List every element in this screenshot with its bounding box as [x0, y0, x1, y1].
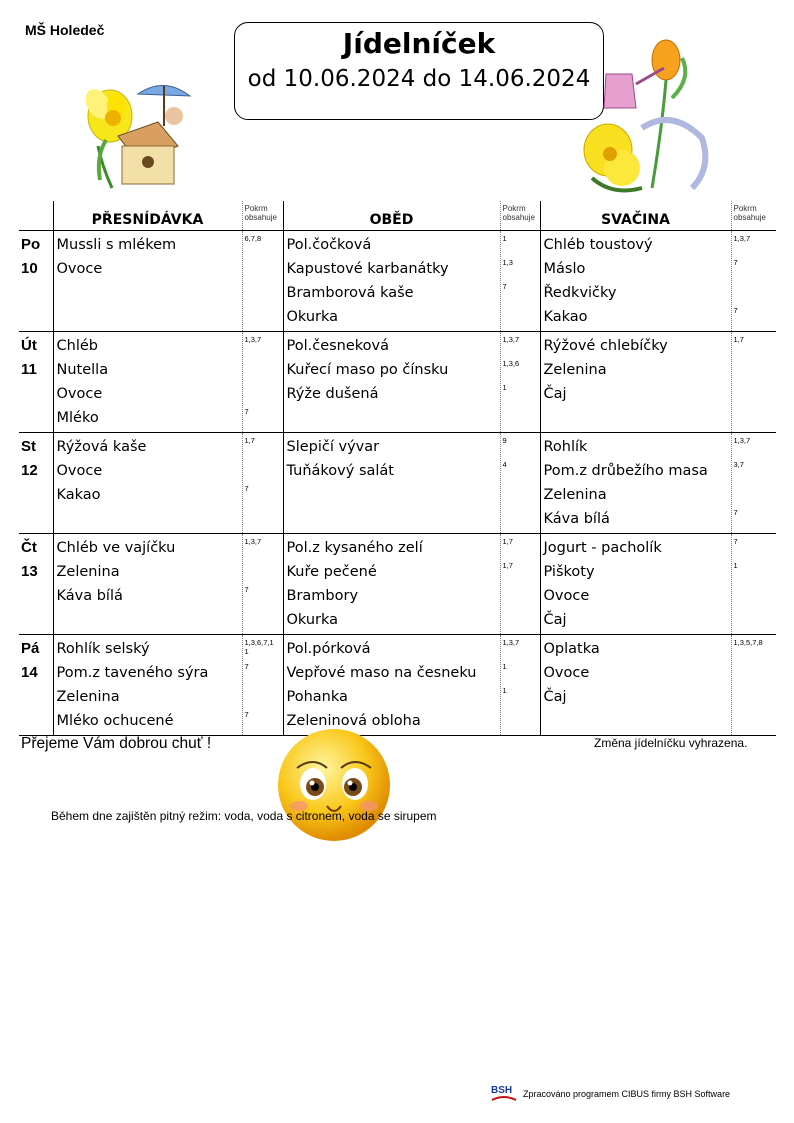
allergen-code: 7	[244, 407, 249, 416]
day-number: 10	[21, 260, 38, 277]
lunch-allergens	[500, 231, 540, 332]
lunch-item: Pohanka	[286, 689, 348, 705]
breakfast-allergens	[242, 332, 283, 433]
lunch-item	[284, 406, 500, 430]
snack-item: Rohlík	[543, 439, 588, 455]
lunch-item: Okurka	[286, 309, 339, 325]
snack-item: Čaj	[543, 612, 567, 628]
snack-item: Jogurt - pacholík	[543, 540, 662, 556]
day-row	[19, 231, 776, 332]
allergen-code	[243, 382, 283, 406]
day-label	[19, 433, 53, 534]
allergen-code	[243, 281, 283, 305]
allergen-code: 1,3,6,7,1 1	[244, 638, 274, 656]
day-abbr: Út	[21, 337, 37, 354]
snack-items	[540, 534, 731, 635]
day-label	[19, 332, 53, 433]
day-row	[19, 635, 776, 736]
allergen-code	[501, 483, 540, 507]
breakfast-item: Mléko	[56, 410, 99, 426]
breakfast-items	[53, 231, 242, 332]
allergen-code: 1,3,7	[502, 335, 520, 344]
allergen-header: Pokrm obsahuje	[731, 201, 776, 231]
lunch-item	[284, 483, 500, 507]
allergen-code	[732, 281, 777, 305]
snack-item: Piškoty	[543, 564, 595, 580]
allergen-code: 1,3,7	[244, 335, 262, 344]
lunch-item: Slepičí vývar	[286, 439, 380, 455]
snack-items	[540, 635, 731, 736]
snack-item: Čaj	[543, 689, 567, 705]
allergen-code	[243, 685, 283, 709]
day-row	[19, 534, 776, 635]
lunch-item: Pol.česneková	[286, 338, 390, 354]
smiley-face-icon	[275, 726, 393, 844]
allergen-code: 1	[502, 686, 507, 695]
day-abbr: Pá	[21, 640, 40, 657]
breakfast-item	[54, 507, 242, 531]
snack-item: Máslo	[543, 261, 586, 277]
breakfast-items	[53, 534, 242, 635]
allergen-code: 3,7	[733, 460, 744, 469]
snack-item: Ovoce	[543, 665, 590, 681]
snack-item: Zelenina	[543, 487, 607, 503]
day-label	[19, 534, 53, 635]
lunch-item: Rýže dušená	[286, 386, 379, 402]
day-label	[19, 635, 53, 736]
breakfast-allergens	[242, 534, 283, 635]
allergen-code: 1,7	[733, 335, 744, 344]
allergen-code: 1	[502, 662, 507, 671]
allergen-code: 7	[244, 710, 249, 719]
allergen-code: 7	[244, 662, 249, 671]
lunch-item: Brambory	[286, 588, 359, 604]
lunch-item: Bramborová kaše	[286, 285, 414, 301]
allergen-header: Pokrm obsahuje	[242, 201, 283, 231]
allergen-code: 1,3,7	[502, 638, 520, 647]
allergen-code	[732, 685, 777, 709]
breakfast-items	[53, 635, 242, 736]
bon-appetit-text: Přejeme Vám dobrou chuť !	[21, 735, 212, 752]
allergen-code	[732, 584, 777, 608]
breakfast-allergens	[242, 635, 283, 736]
allergen-code: 1,7	[502, 537, 513, 546]
snack-items	[540, 231, 731, 332]
tulip-watering-can-icon	[582, 38, 718, 196]
allergen-code	[243, 459, 283, 483]
snack-item	[541, 709, 731, 733]
day-number: 11	[21, 361, 37, 378]
day-abbr: St	[21, 438, 36, 455]
allergen-code	[732, 661, 777, 685]
lunch-item: Kuře pečené	[286, 564, 377, 580]
breakfast-item: Ovoce	[56, 463, 103, 479]
school-name: MŠ Holedeč	[25, 22, 105, 38]
day-header	[19, 201, 53, 231]
allergen-code	[501, 305, 540, 329]
snack-item: Čaj	[543, 386, 567, 402]
breakfast-item: Zelenina	[56, 689, 120, 705]
title-box	[234, 22, 604, 120]
breakfast-item: Rýžová kaše	[56, 439, 147, 455]
allergen-code	[501, 584, 540, 608]
breakfast-item: Zelenina	[56, 564, 120, 580]
allergen-code	[732, 406, 777, 430]
allergen-code	[243, 608, 283, 632]
page-title: Jídelníček	[342, 27, 496, 60]
lunch-allergens	[500, 433, 540, 534]
day-row	[19, 332, 776, 433]
allergen-code: 6,7,8	[244, 234, 262, 243]
snack-item: Rýžové chlebíčky	[543, 338, 668, 354]
allergen-code: 1,3,5,7,8	[733, 638, 763, 647]
snack-items	[540, 332, 731, 433]
lunch-items	[283, 433, 500, 534]
lunch-item: Kapustové karbanátky	[286, 261, 449, 277]
allergen-code: 1,7	[502, 561, 513, 570]
allergen-code: 7	[733, 537, 738, 546]
drinking-regime-text: Během dne zajištěn pitný režim: voda, voda s citronem, voda se sirupem	[51, 809, 437, 823]
lunch-item: Vepřové maso na česneku	[286, 665, 477, 681]
lunch-item: Kuřecí maso po čínsku	[286, 362, 449, 378]
allergen-code: 7	[502, 282, 507, 291]
allergen-code	[243, 257, 283, 281]
lunch-item: Zeleninová obloha	[286, 713, 421, 729]
breakfast-item: Pom.z taveného sýra	[56, 665, 209, 681]
breakfast-item: Rohlík selský	[56, 641, 150, 657]
lunch-allergens	[500, 635, 540, 736]
snack-item: Oplatka	[543, 641, 600, 657]
allergen-code: 1	[502, 383, 507, 392]
allergen-code: 7	[244, 484, 249, 493]
lunch-item: Pol.pórková	[286, 641, 371, 657]
snack-item: Ovoce	[543, 588, 590, 604]
breakfast-allergens	[242, 231, 283, 332]
allergen-code: 1,3	[502, 258, 513, 267]
breakfast-item: Káva bílá	[56, 588, 123, 604]
breakfast-item: Nutella	[56, 362, 109, 378]
allergen-code: 7	[733, 508, 738, 517]
allergen-code: 1,3,7	[733, 234, 751, 243]
day-abbr: Po	[21, 236, 41, 253]
allergen-code: 4	[502, 460, 507, 469]
day-number: 14	[21, 664, 38, 681]
lunch-allergens	[500, 332, 540, 433]
breakfast-item: Mussli s mlékem	[56, 237, 177, 253]
breakfast-item	[54, 608, 242, 632]
breakfast-item: Kakao	[56, 487, 101, 503]
allergen-code: 7	[244, 585, 249, 594]
snack-items	[540, 433, 731, 534]
day-number: 13	[21, 563, 38, 580]
software-credit-text: Zpracováno programem CIBUS firmy BSH Software	[523, 1089, 731, 1099]
lunch-header: OBĚD	[283, 201, 500, 231]
snack-allergens	[731, 534, 776, 635]
day-abbr: Čt	[21, 539, 37, 556]
allergen-code	[243, 507, 283, 531]
allergen-code: 1,3,6	[502, 359, 520, 368]
snack-allergens	[731, 231, 776, 332]
allergen-code	[732, 382, 777, 406]
breakfast-item: Mléko ochucené	[56, 713, 174, 729]
breakfast-item: Chléb ve vajíčku	[56, 540, 176, 556]
allergen-code	[243, 560, 283, 584]
breakfast-item	[54, 281, 242, 305]
snack-item: Ředkvičky	[543, 285, 617, 301]
allergen-code	[732, 483, 777, 507]
allergen-code: 7	[733, 306, 738, 315]
allergen-code: 9	[502, 436, 507, 445]
day-number: 12	[21, 462, 38, 479]
breakfast-item: Ovoce	[56, 386, 103, 402]
lunch-items	[283, 231, 500, 332]
snack-item: Zelenina	[543, 362, 607, 378]
allergen-code: 1	[502, 234, 507, 243]
change-notice: Změna jídelníčku vyhrazena.	[594, 736, 748, 750]
lunch-item: Okurka	[286, 612, 339, 628]
lunch-allergens	[500, 534, 540, 635]
breakfast-header: PŘESNÍDÁVKA	[53, 201, 242, 231]
snack-item	[541, 406, 731, 430]
day-label	[19, 231, 53, 332]
allergen-code	[243, 358, 283, 382]
snack-item: Káva bílá	[543, 511, 610, 527]
breakfast-items	[53, 332, 242, 433]
snack-header: SVAČINA	[540, 201, 731, 231]
breakfast-item: Chléb	[56, 338, 98, 354]
allergen-code	[501, 406, 540, 430]
menu-table	[19, 201, 776, 736]
lunch-item	[284, 507, 500, 531]
svg-text:BSH: BSH	[491, 1085, 513, 1096]
allergen-code	[732, 608, 777, 632]
snack-allergens	[731, 635, 776, 736]
breakfast-item: Ovoce	[56, 261, 103, 277]
bsh-logo-icon	[490, 1082, 518, 1106]
snack-allergens	[731, 332, 776, 433]
lunch-item: Tuňákový salát	[286, 463, 394, 479]
snack-allergens	[731, 433, 776, 534]
snack-item: Kakao	[543, 309, 588, 325]
breakfast-items	[53, 433, 242, 534]
lunch-items	[283, 635, 500, 736]
allergen-code	[243, 305, 283, 329]
allergen-code: 7	[733, 258, 738, 267]
breakfast-item	[54, 305, 242, 329]
software-credit	[490, 1082, 730, 1106]
allergen-code: 1,7	[244, 436, 255, 445]
snack-item: Chléb toustový	[543, 237, 653, 253]
date-range: od 10.06.2024 do 14.06.2024	[247, 66, 591, 92]
lunch-items	[283, 332, 500, 433]
allergen-header: Pokrm obsahuje	[500, 201, 540, 231]
allergen-code: 1,3,7	[244, 537, 262, 546]
allergen-code	[732, 709, 777, 733]
daffodil-birdhouse-icon	[78, 76, 198, 192]
allergen-code	[501, 608, 540, 632]
allergen-code: 1,3,7	[733, 436, 751, 445]
lunch-items	[283, 534, 500, 635]
allergen-code: 1	[733, 561, 738, 570]
allergen-code	[732, 358, 777, 382]
snack-item: Pom.z drůbežího masa	[543, 463, 708, 479]
breakfast-allergens	[242, 433, 283, 534]
allergen-code	[501, 507, 540, 531]
day-row	[19, 433, 776, 534]
lunch-item: Pol.z kysaného zelí	[286, 540, 423, 556]
lunch-item: Pol.čočková	[286, 237, 372, 253]
allergen-code	[501, 709, 540, 733]
